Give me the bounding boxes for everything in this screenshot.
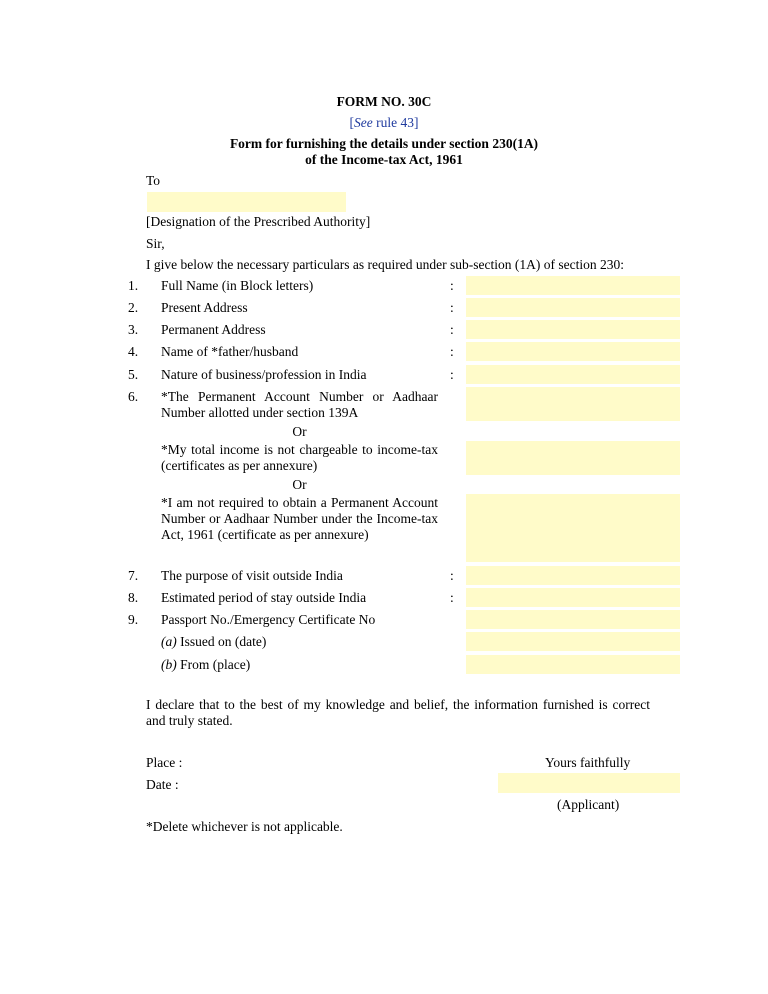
- item-colon: :: [450, 590, 454, 605]
- rule-see: See: [354, 115, 373, 130]
- item-number-9: 9.: [128, 612, 139, 627]
- father-husband-field[interactable]: [466, 342, 680, 361]
- item-label-pan-not-required: *I am not required to obtain a Permanent Account Number or Aadhaar Number under the Income-tax Act, 1961 (certificate as per annexure): [161, 495, 438, 542]
- intro-text: I give below the necessary particulars as required under sub-section (1A) of section 230:: [146, 257, 624, 272]
- salutation: Sir,: [146, 236, 165, 251]
- purpose-field[interactable]: [466, 566, 680, 585]
- applicant-label: (Applicant): [557, 797, 620, 812]
- item-label-full-name: Full Name (in Block letters): [161, 278, 314, 293]
- declaration-text: I declare that to the best of my knowledge and belief, the information furnished is correct and truly stated.: [146, 697, 650, 728]
- item-number-1: 1.: [128, 278, 139, 293]
- item-label-income-not-chargeable: *My total income is not chargeable to income-tax (certificates as per annexure): [161, 442, 438, 473]
- item-number-3: 3.: [128, 322, 139, 337]
- or-separator: Or: [292, 477, 307, 492]
- income-not-chargeable-field[interactable]: [466, 441, 680, 475]
- item-label-father-husband: Name of *father/husband: [161, 344, 299, 359]
- form-title-line2: of the Income-tax Act, 1961: [305, 152, 463, 167]
- pan-aadhaar-field[interactable]: [466, 387, 680, 421]
- stay-period-field[interactable]: [466, 588, 680, 607]
- date-label: Date :: [146, 777, 179, 792]
- rule-rest: rule 43]: [372, 115, 419, 130]
- item-label-passport: Passport No./Emergency Certificate No: [161, 612, 376, 627]
- full-name-field[interactable]: [466, 276, 680, 295]
- item-label-permanent-address: Permanent Address: [161, 322, 266, 337]
- item-number-5: 5.: [128, 367, 139, 382]
- rule-reference: [0, 115, 768, 131]
- passport-field[interactable]: [466, 610, 680, 629]
- item-number-8: 8.: [128, 590, 139, 605]
- rule-open: [: [349, 115, 355, 130]
- item-colon: :: [450, 322, 454, 337]
- from-place-text: From (place): [176, 657, 251, 672]
- present-address-field[interactable]: [466, 298, 680, 317]
- item-number-4: 4.: [128, 344, 139, 359]
- item-label-issued-on: [161, 634, 266, 650]
- item-number-7: 7.: [128, 568, 139, 583]
- item-label-from-place: [161, 657, 250, 673]
- item-number-6: 6.: [128, 389, 139, 404]
- permanent-address-field[interactable]: [466, 320, 680, 339]
- authority-name-field[interactable]: [147, 192, 346, 212]
- sub-marker-b: (b): [161, 657, 177, 672]
- sub-marker-a: (a): [161, 634, 177, 649]
- item-label-business: Nature of business/profession in India: [161, 367, 367, 382]
- to-label: To: [146, 173, 161, 188]
- form-number: FORM NO. 30C: [336, 94, 432, 109]
- or-separator: Or: [292, 424, 307, 439]
- issued-on-field[interactable]: [466, 632, 680, 651]
- item-label-present-address: Present Address: [161, 300, 248, 315]
- from-place-field[interactable]: [466, 655, 680, 674]
- item-label-stay-period: Estimated period of stay outside India: [161, 590, 367, 605]
- form-title-line1: Form for furnishing the details under section 230(1A): [229, 136, 539, 151]
- item-colon: :: [450, 344, 454, 359]
- yours-faithfully: Yours faithfully: [545, 755, 631, 770]
- delete-note: *Delete whichever is not applicable.: [146, 819, 343, 834]
- item-label-purpose: The purpose of visit outside India: [161, 568, 343, 583]
- item-colon: :: [450, 568, 454, 583]
- item-number-2: 2.: [128, 300, 139, 315]
- designation-text: [Designation of the Prescribed Authority]: [146, 214, 371, 229]
- place-label: Place :: [146, 755, 183, 770]
- item-colon: :: [450, 367, 454, 382]
- business-field[interactable]: [466, 365, 680, 384]
- item-colon: :: [450, 278, 454, 293]
- signature-field[interactable]: [498, 773, 680, 793]
- pan-not-required-field[interactable]: [466, 494, 680, 562]
- item-colon: :: [450, 300, 454, 315]
- issued-on-text: Issued on (date): [176, 634, 267, 649]
- item-label-pan: *The Permanent Account Number or Aadhaar Number allotted under section 139A: [161, 389, 438, 420]
